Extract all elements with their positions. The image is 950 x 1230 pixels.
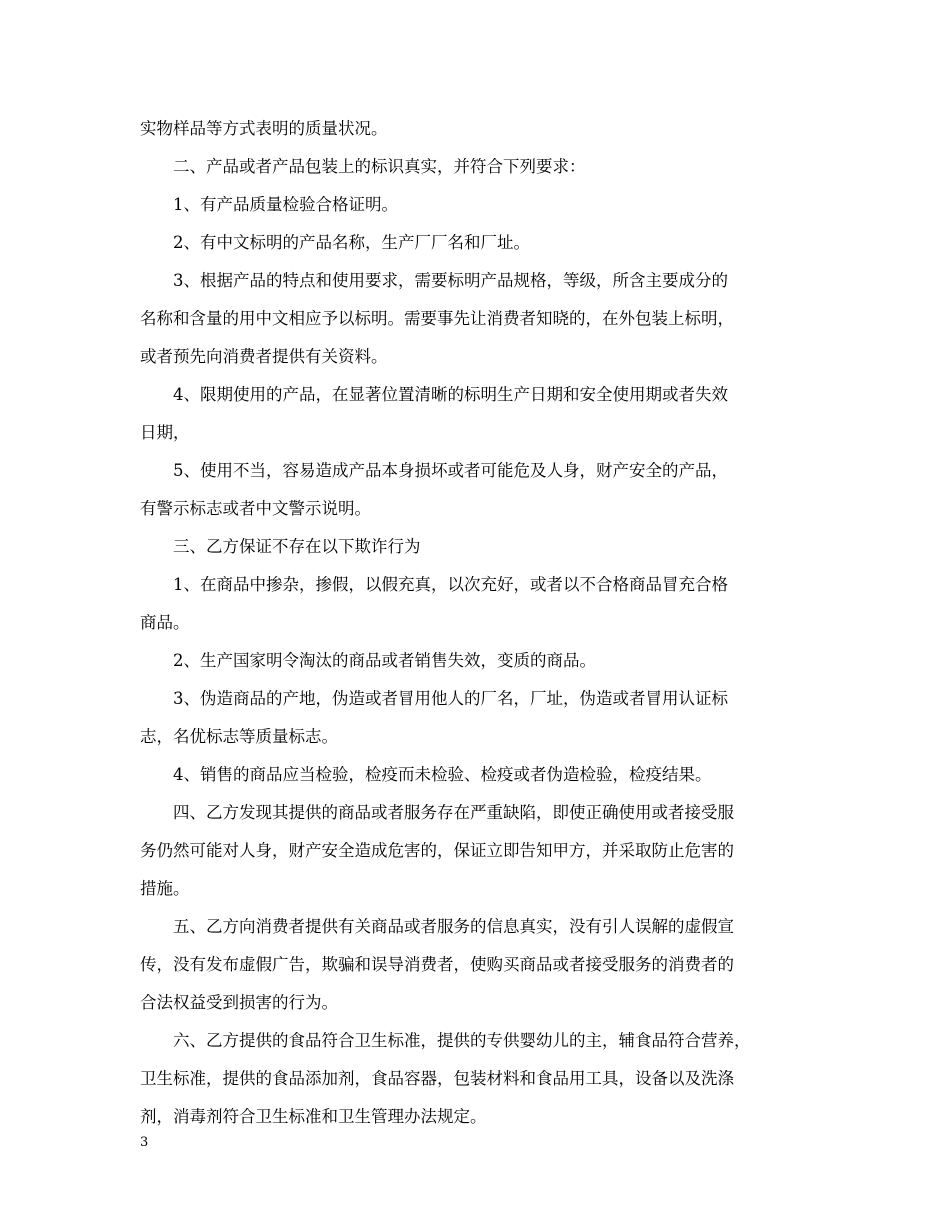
- text-line: 六、乙方提供的食品符合卫生标准，提供的专供婴幼儿的主，辅食品符合营养，: [173, 1031, 751, 1050]
- text-line: 日期，: [140, 423, 190, 442]
- document-body: [140, 110, 812, 1136]
- text-line: 五、乙方向消费者提供有关商品或者服务的信息真实，没有引人误解的虚假宣: [173, 917, 734, 936]
- text-line: 2、有中文标明的产品名称，生产厂厂名和厂址。: [173, 233, 530, 252]
- text-line: 四、乙方发现其提供的商品或者服务存在严重缺陷，即使正确使用或者接受服: [173, 803, 734, 822]
- text-line: 商品。: [140, 613, 190, 632]
- text-line: 剂，消毒剂符合卫生标准和卫生管理办法规定。: [140, 1107, 487, 1126]
- text-line: 三、乙方保证不存在以下欺诈行为: [173, 537, 421, 556]
- text-line: 卫生标准，提供的食品添加剂，食品容器，包装材料和食品用工具，设备以及洗涤: [140, 1069, 734, 1088]
- text-line: 1、在商品中掺杂，掺假，以假充真，以次充好，或者以不合格商品冒充合格: [173, 575, 728, 594]
- text-line: 3、根据产品的特点和使用要求，需要标明产品规格，等级，所含主要成分的: [173, 271, 728, 290]
- text-line: 措施。: [140, 879, 190, 898]
- text-line: 传，没有发布虚假广告，欺骗和误导消费者，使购买商品或者接受服务的消费者的: [140, 955, 734, 974]
- text-line: 合法权益受到损害的行为。: [140, 993, 338, 1012]
- page-number: 3: [140, 1135, 149, 1150]
- text-line: 二、产品或者产品包装上的标识真实，并符合下列要求：: [173, 157, 586, 176]
- text-line: 5、使用不当，容易造成产品本身损坏或者可能危及人身，财产安全的产品，: [173, 461, 728, 480]
- text-line: 名称和含量的用中文相应予以标明。需要事先让消费者知晓的，在外包装上标明，: [140, 309, 734, 328]
- text-line: 有警示标志或者中文警示说明。: [140, 499, 371, 518]
- text-line: 实物样品等方式表明的质量状况。: [140, 119, 388, 138]
- text-line: 务仍然可能对人身，财产安全造成危害的，保证立即告知甲方，并采取防止危害的: [140, 841, 734, 860]
- text-line: 4、销售的商品应当检验，检疫而未检验、检疫或者伪造检验，检疫结果。: [173, 765, 712, 784]
- text-line: 或者预先向消费者提供有关资料。: [140, 347, 388, 366]
- text-line: 3、伪造商品的产地，伪造或者冒用他人的厂名，厂址，伪造或者冒用认证标: [173, 689, 728, 708]
- text-line: 4、限期使用的产品，在显著位置清晰的标明生产日期和安全使用期或者失效: [173, 385, 728, 404]
- text-line: 1、有产品质量检验合格证明。: [173, 195, 398, 214]
- text-line: 志，名优标志等质量标志。: [140, 727, 338, 746]
- text-line: 2、生产国家明令淘汰的商品或者销售失效，变质的商品。: [173, 651, 596, 670]
